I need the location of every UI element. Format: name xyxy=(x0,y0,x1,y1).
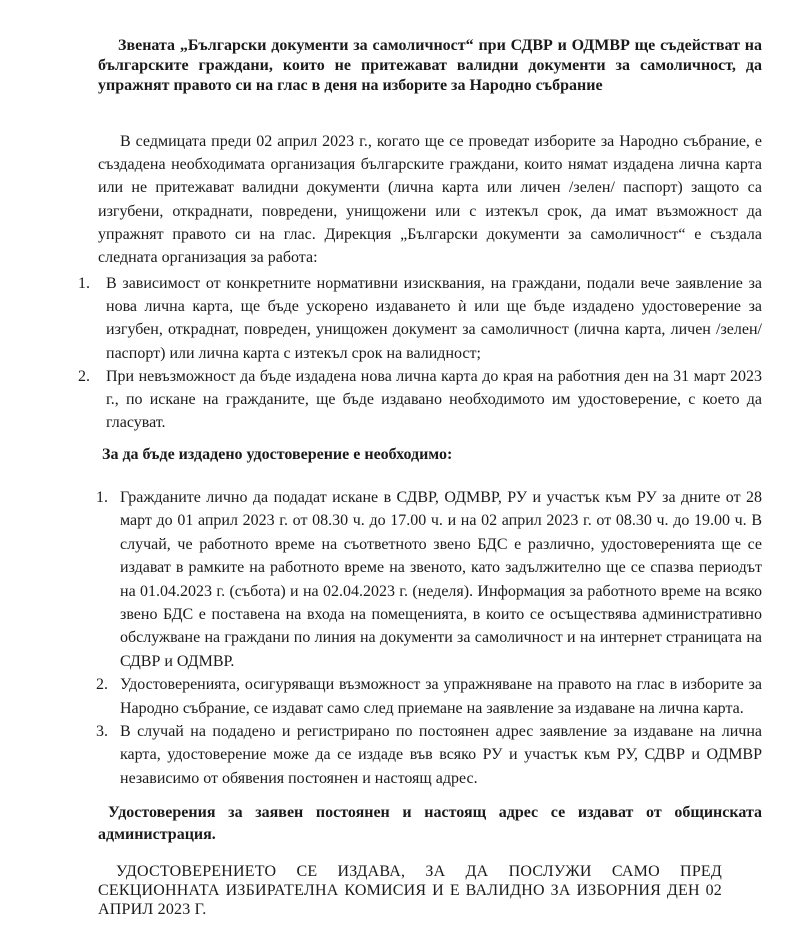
list-item-text: Гражданите лично да подадат искане в СДВР, ОДМВР, РУ и участък към РУ за дните от 28 март до 01 април 2023 г. от 08.30 ч. до 17.00 ч. и на 02 април 2023 г. от 08.30 ч. до 19.00 ч. В случай, че работното време на съответното звено БДС е различно, удостоверенията ще се издават в рамките на работното време на звеното, като задължително ще се спазва периодът на 01.04.2023 г. (събота) и на 02.04.2023 г. (неделя). Информация за работното време на всяко звено БДС е поставена на входа на помещенията, в които се осъществява административно обслужване на граждани по линия на документи за самоличност и на интернет страницата на СДВР и ОДМВР. xyxy=(120,489,762,670)
list-item-text: В зависимост от конкретните нормативни изисквания, на граждани, подали вече заявление за нова лична карта, ще бъде ускорено издаването ѝ или ще бъде издадено удостоверение за изгубен, откраднат, повреден, унищожен документ за самоличност (лична карта, личен /зелен/ паспорт) или лична карта с изтекъл срок на валидност; xyxy=(106,275,762,362)
list-item-number: 2. xyxy=(78,367,90,385)
certificate-footer: УДОСТОВЕРЕНИЕТО СЕ ИЗДАВА, ЗА ДА ПОСЛУЖИ САМО ПРЕД СЕКЦИОННАТА ИЗБИРАТЕЛНА КОМИСИЯ И Е ВАЛИДНО ЗА ИЗБОРНИЯ ДЕН 02 АПРИЛ 2023 Г. xyxy=(98,863,722,918)
list-item xyxy=(96,720,762,790)
document-title: Звената „Български документи за самоличност“ при СДВР и ОДМВР ще съдействат на българските граждани, които не притежават валидни документи за самоличност, да упражнят правото си на глас в деня на изборите за Народно събрание xyxy=(98,37,762,94)
list-item-text: Удостоверенията, осигуряващи възможност за упражняване на правото на глас в изборите за Народно събрание, се издават само след приемане на заявление за издаване на лична карта. xyxy=(120,676,762,717)
list-item-number: 3. xyxy=(96,723,108,741)
list-item-number: 2. xyxy=(96,676,108,694)
requirements-heading: За да бъде издадено удостоверение е необходимо: xyxy=(102,446,453,463)
list-item-number: 1. xyxy=(78,275,90,292)
list-item-text: В случай на подадено и регистрирано по постоянен адрес заявление за издаване на лична карта, удостоверение може да се издаде във всяко РУ и участък към РУ, СДВР и ОДМВР независимо от обявения постоянен и настоящ адрес. xyxy=(120,723,762,787)
list-item-text: При невъзможност да бъде издадена нова лична карта до края на работния ден на 31 март 2023 г., по искане на гражданите, ще бъде издавано необходимото им удостоверение, с което да гласуват. xyxy=(106,367,762,432)
list-item xyxy=(78,272,762,365)
list-item xyxy=(96,486,762,673)
list-item-number: 1. xyxy=(96,489,108,506)
requirements-list xyxy=(96,486,762,790)
address-note: Удостоверения за заявен постоянен и настоящ адрес се издават от общинската администрация. xyxy=(98,804,762,843)
intro-paragraph: В седмицата преди 02 април 2023 г., когато ще се проведат изборите за Народно събрание, е създадена необходимата организация българските граждани, които нямат издадена лична карта или не притежават валидни документи (лична карта или личен /зелен/ паспорт) защото са изгубени, откраднати, повредени, унищожени или с изтекъл срок, да имат възможност да упражнят правото си на глас. Дирекция „Български документи за самоличност“ е създала следната организация за работа: xyxy=(98,133,762,267)
list-item xyxy=(78,365,762,435)
list-item xyxy=(96,673,762,720)
organization-list xyxy=(78,272,762,434)
